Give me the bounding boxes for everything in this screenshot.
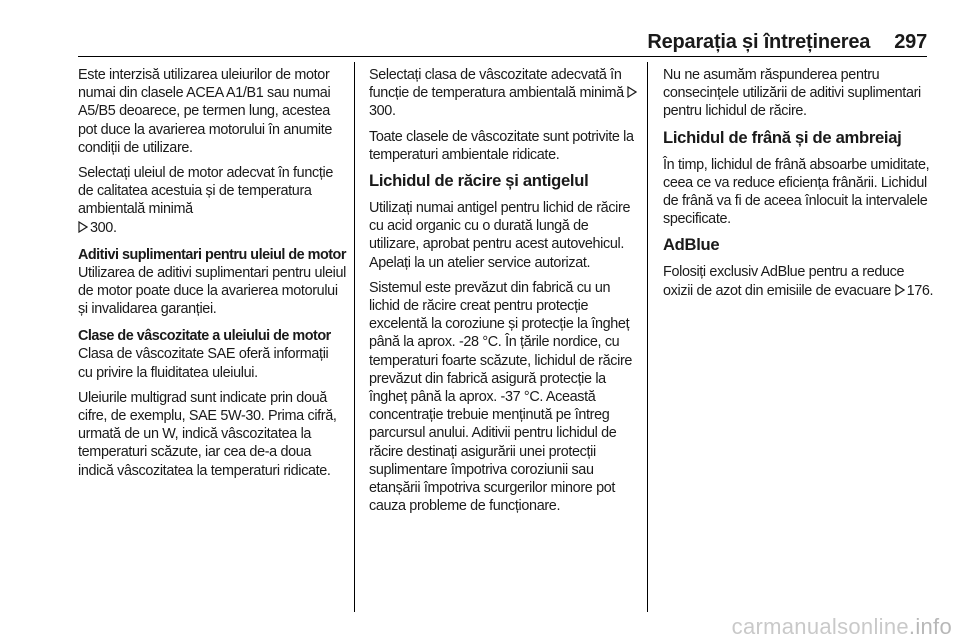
page-header (78, 28, 927, 54)
paragraph-antifreeze: Utilizați numai antigel pentru lichid de răcire cu acid organic cu o durată lungă de utilizare, aprobat pentru acest autovehicul. Apelați la un atelier service autorizat. (369, 200, 631, 271)
column-1 (78, 66, 346, 487)
heading-brake-fluid: Lichidul de frână și de ambreiaj (663, 127, 902, 147)
paragraph-sae-class: Clasa de vâscozitate SAE oferă informații cu privire la fluiditatea uleiului. (78, 346, 329, 381)
heading-viscosity-classes: Clase de vâscozitate a uleiului de motor (78, 328, 331, 345)
heading-coolant: Lichidul de răcire și antigelul (369, 171, 589, 191)
column-divider-2 (647, 62, 648, 612)
paragraph-liability: Nu ne asumăm răspunderea pentru consecințele utilizării de aditivi suplimentari pentru lichidul de răcire. (663, 67, 921, 120)
paragraph-select-oil (78, 164, 346, 237)
paragraph-adblue (663, 263, 935, 299)
watermark-name: carmanualsonline (731, 614, 909, 639)
chapter-title: Reparația și întreținerea (647, 31, 871, 53)
paragraph-adblue-text: Folosiți exclusiv AdBlue pentru a reduce oxizii de azot din emisiile de evacuare (663, 264, 905, 299)
paragraph-select-viscosity (369, 66, 641, 121)
paragraph-all-classes: Toate clasele de vâscozitate sunt potrivite la temperaturi ambientale ridicate. (369, 128, 634, 163)
watermark (732, 614, 952, 640)
paragraph-select-oil-text: Selectați uleiul de motor adecvat în funcție de calitatea acestuia și de temperatura ambientală minimă (78, 165, 333, 218)
paragraph-coolant-protection: Sistemul este prevăzut din fabrică cu un lichid de răcire creat pentru protecție excelentă la coroziune și protecție la îngheț până la aprox. -28 °C. În țările nordice, cu temperaturi foarte scăzute, lichidul de răcire prevăzut din fabrică asigură protecție la îngheț până la aprox. -37 °C. Această concentrație trebuie menținută pe întreg parcursul anului. Aditivii pentru lichidul de răcire destinați asigurării unei protecții suplimentare împotriva coroziunii sau etanșării împotriva scurgerilor minore pot cauza probleme de funcționare. (369, 279, 633, 515)
page-reference-link[interactable]: 300. (90, 219, 117, 236)
column-divider-1 (354, 62, 355, 612)
paragraph-acea-warning: Este interzisă utilizarea uleiurilor de motor numai din clasele ACEA A1/B1 sau numai A5/B5 deoarece, pe termen lung, acestea pot duce la avarierea motorului în anumite condiții de utilizare. (78, 67, 333, 156)
triangle-arrow-right-icon (627, 86, 637, 98)
page-reference-link[interactable]: 176. (906, 282, 934, 299)
paragraph-select-viscosity-text: Selectați clasa de vâscozitate adecvată în funcție de temperatura ambientală minimă (369, 67, 624, 102)
triangle-arrow-right-icon (78, 221, 88, 233)
paragraph-multigrade: Uleiurile multigrad sunt indicate prin două cifre, de exemplu, SAE 5W-30. Prima cifră, urmată de un W, indică vâscozitatea la temperaturi scăzute, iar cea de-a doua indică vâscozitatea la temperaturi ridicate. (78, 389, 337, 479)
column-3 (663, 66, 935, 307)
header-rule (78, 56, 927, 57)
page-reference-link[interactable]: 300. (369, 103, 396, 120)
heading-adblue: AdBlue (663, 235, 720, 255)
column-2 (369, 66, 641, 522)
watermark-domain: .info (908, 614, 952, 639)
page-number: 297 (894, 31, 927, 53)
triangle-arrow-right-icon (895, 284, 905, 296)
paragraph-additives: Utilizarea de aditivi suplimentari pentru uleiul de motor poate duce la avarierea motorului și invalidarea garanției. (78, 264, 346, 318)
paragraph-brake-fluid: În timp, lichidul de frână absoarbe umiditate, ceea ce va reduce eficiența frânării. Lichidul de frână va fi de aceea înlocuit la intervalele specificate. (663, 156, 930, 228)
heading-additives: Aditivi suplimentari pentru uleiul de motor (78, 246, 346, 263)
